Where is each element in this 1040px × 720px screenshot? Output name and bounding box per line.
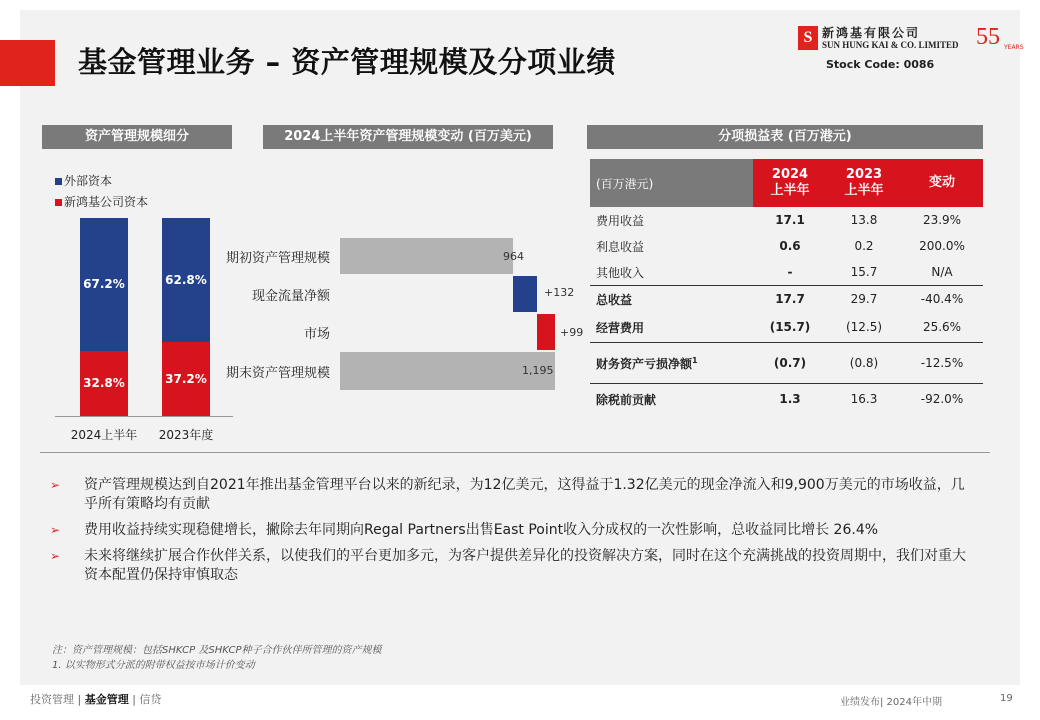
cell-2024: (0.7): [753, 343, 827, 384]
table-row: [590, 207, 983, 233]
aum-breakdown-header: 资产管理规模细分: [42, 125, 232, 149]
bullet-list: [50, 476, 970, 592]
bar-segment-external: [80, 218, 128, 351]
waterfall-value: +99: [560, 326, 584, 339]
legend-external: [55, 172, 112, 189]
row-label: [590, 343, 753, 384]
row-label: 利息收益: [596, 239, 645, 254]
cell-2023: 29.7: [827, 286, 901, 313]
cell-2024: (15.7): [769, 320, 811, 334]
cell-change: -40.4%: [901, 286, 983, 313]
bullet-text: 费用收益持续实现稳健增长，撇除去年同期向Regal Partners出售East Point收入分成权的一次性影响，总收益同比增长 26.4%: [84, 522, 879, 538]
cell-2023: 0.2: [854, 239, 874, 253]
stacked-bar-2024h1: [80, 218, 128, 416]
bar-value: 67.2%: [83, 277, 125, 291]
x-axis-line: [55, 416, 233, 417]
cell-2023: 15.7: [850, 265, 878, 279]
waterfall-value: 964: [503, 250, 524, 263]
anniversary-number: 55: [976, 24, 1000, 50]
footer-sep: |: [74, 693, 85, 706]
bullet-text: 资产管理规模达到自2021年推出基金管理平台以来的新纪录，为12亿美元，这得益于1.32亿美元的现金净流入和9,900万美元的市场收益，几乎所有策略均有贡献: [84, 477, 965, 512]
pl-col-2024-period: 上半年: [770, 183, 810, 198]
cell-change: 23.9%: [922, 213, 962, 227]
anniversary-suffix: YEARS: [1004, 44, 1024, 51]
waterfall-bar-market: [537, 314, 555, 350]
cell-change: -12.5%: [901, 343, 983, 384]
cell-change: 25.6%: [922, 320, 962, 334]
footnote: 注：资产管理规模：包括SHKCP 及SHKCP种子合作伙伴所管理的资产规模: [52, 645, 382, 656]
arrow-bullet-icon: ➢: [50, 523, 61, 537]
cell-2024: 17.1: [775, 213, 805, 227]
pl-header: 分项损益表 (百万港元): [587, 125, 983, 149]
cell-2023: (12.5): [845, 320, 883, 334]
cell-change: N/A: [931, 265, 953, 279]
waterfall-value: 1,195: [522, 364, 554, 377]
waterfall-label: 市场: [303, 327, 330, 342]
waterfall-bar-opening: [340, 238, 513, 274]
bullet-item: [50, 547, 970, 585]
bar-segment-internal: [80, 351, 128, 416]
table-row: [590, 312, 983, 343]
arrow-bullet-icon: ➢: [50, 478, 61, 492]
page-number: 19: [1000, 693, 1013, 704]
cell-change: -92.0%: [901, 384, 983, 415]
cell-2024: -: [787, 265, 793, 279]
cell-2024: 0.6: [779, 239, 801, 253]
row-label: 总收益: [590, 286, 753, 313]
pl-col-change: 变动: [901, 159, 983, 207]
table-row: [590, 286, 983, 313]
footer-nav-item[interactable]: 信贷: [139, 693, 162, 706]
footer-nav: [30, 691, 161, 707]
pl-col-2024-year: 2024: [771, 167, 809, 182]
waterfall-label: 期末资产管理规模: [225, 366, 330, 381]
legend-swatch-navy: [55, 178, 62, 185]
section-divider: [40, 452, 990, 453]
pl-col-2023-year: 2023: [845, 167, 883, 182]
legend-label: 新鸿基公司资本: [64, 195, 149, 209]
cell-2023: 16.3: [827, 384, 901, 415]
row-label: 除税前贡献: [590, 384, 753, 415]
logo-mark-icon: S: [798, 26, 818, 50]
bullet-item: [50, 476, 970, 514]
legend-internal: [55, 193, 148, 210]
bar-value: 32.8%: [83, 376, 125, 390]
row-label: 费用收益: [596, 213, 645, 228]
logo-english-name: SUN HUNG KAI & CO. LIMITED: [822, 40, 959, 50]
footer-report: 业绩发布| 2024年中期: [840, 697, 942, 708]
waterfall-header: 2024上半年资产管理规模变动 (百万美元): [263, 125, 553, 149]
segment-pl-table: [590, 159, 983, 414]
footer-nav-item-active[interactable]: 基金管理: [84, 693, 129, 706]
x-tick-label: 2024上半年: [70, 428, 138, 442]
bullet-item: [50, 521, 970, 540]
cell-2023: (0.8): [827, 343, 901, 384]
pl-col-2024: [753, 159, 827, 207]
bar-value: 37.2%: [165, 372, 207, 386]
pl-col-2023-period: 上半年: [844, 183, 884, 198]
title-accent-bar: [0, 40, 55, 86]
waterfall-label: 现金流量净额: [251, 289, 330, 304]
cell-2023: 13.8: [850, 213, 878, 227]
row-label-text: 财务资产亏损净额: [596, 356, 693, 371]
footnote: 1. 以实物形式分派的附带权益按市场计价变动: [52, 660, 255, 671]
bullet-text: 未来将继续扩展合作伙伴关系，以使我们的平台更加多元，为客户提供差异化的投资解决方案，同时在这个充满挑战的投资周期中，我们对重大资本配置仍保持审慎取态: [84, 548, 966, 583]
cell-2024: 1.3: [753, 384, 827, 415]
row-label: 经营费用: [596, 320, 645, 335]
table-row: [590, 233, 983, 259]
footnote-marker: 1: [692, 355, 698, 365]
table-row: [590, 343, 983, 384]
pl-col-label: (百万港元): [590, 159, 753, 207]
logo-chinese-name: 新鸿基有限公司: [822, 26, 921, 40]
footer-nav-item[interactable]: 投资管理: [30, 693, 74, 706]
legend-swatch-red: [55, 199, 62, 206]
bar-value: 62.8%: [165, 273, 207, 287]
waterfall-bar-cashflow: [513, 276, 537, 312]
footer-sep: |: [128, 693, 140, 706]
arrow-bullet-icon: ➢: [50, 549, 61, 563]
legend-label: 外部资本: [64, 174, 113, 188]
x-tick-label: 2023年度: [158, 428, 214, 442]
pl-col-2023: [827, 159, 901, 207]
table-row: [590, 384, 983, 415]
stock-code: Stock Code: 0086: [826, 58, 935, 71]
cell-2024: 17.7: [753, 286, 827, 313]
waterfall-label: 期初资产管理规模: [225, 251, 330, 266]
row-label: 其他收入: [596, 265, 645, 280]
table-row: [590, 259, 983, 286]
cell-change: 200.0%: [919, 239, 965, 253]
waterfall-value: +132: [544, 286, 575, 299]
page-title: 基金管理业务 – 资产管理规模及分项业绩: [78, 45, 616, 79]
